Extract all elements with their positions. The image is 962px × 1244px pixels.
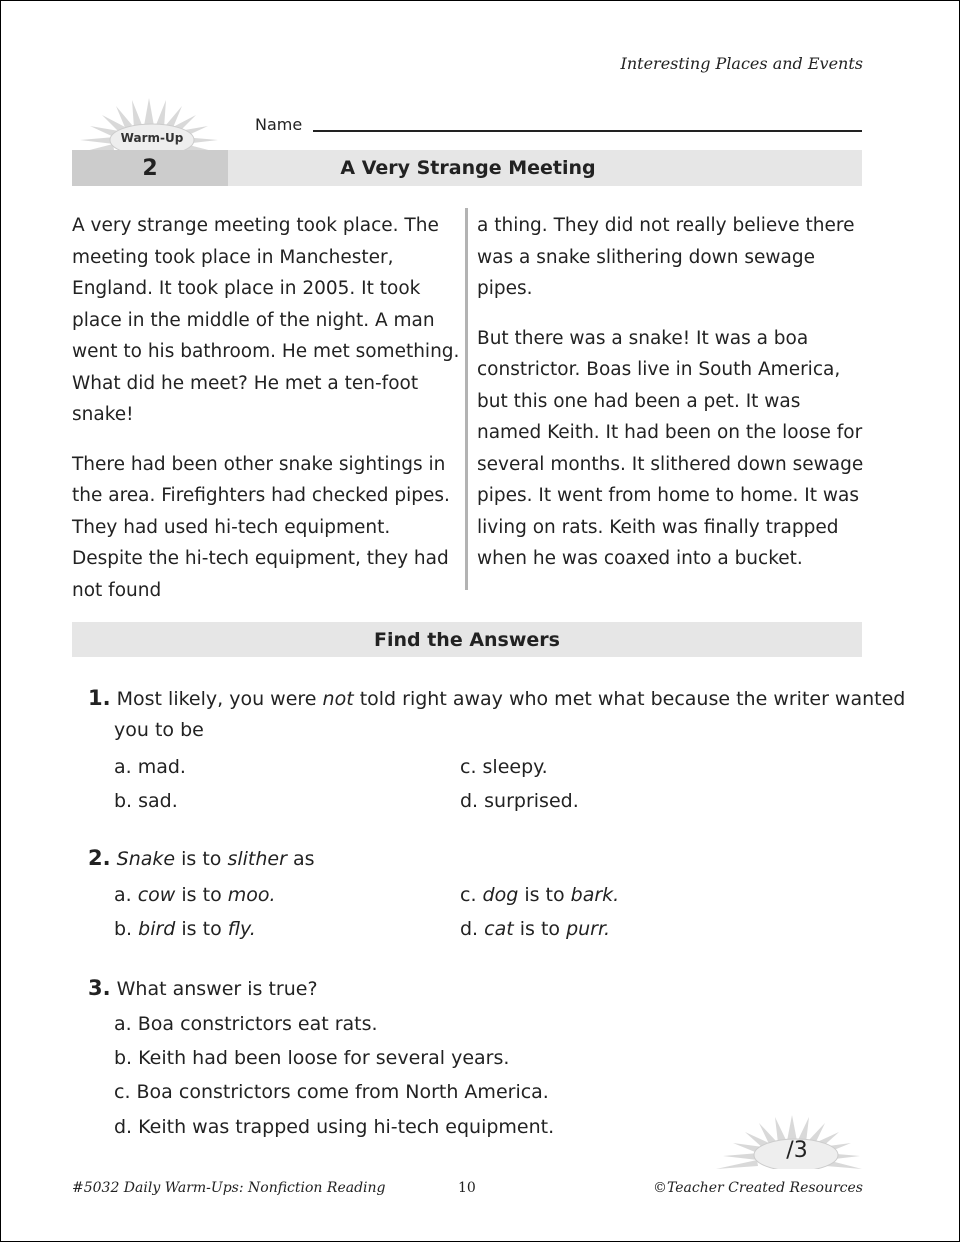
question-2 bbox=[88, 846, 315, 870]
option-word: bark. bbox=[570, 884, 620, 906]
answer-option[interactable] bbox=[460, 918, 610, 940]
article-title: A Very Strange Meeting bbox=[340, 157, 596, 179]
answer-option[interactable]: b. sad. bbox=[114, 790, 178, 812]
footer-book-title: #5032 Daily Warm-Ups: Nonfiction Reading bbox=[72, 1180, 386, 1196]
question-emphasis: Snake bbox=[116, 848, 176, 870]
warmup-number: 2 bbox=[72, 150, 228, 186]
question-text: is to bbox=[175, 848, 228, 870]
question-text: told right away who met what because the writer wanted bbox=[353, 688, 906, 710]
option-letter: c. bbox=[460, 884, 483, 906]
page-number: 10 bbox=[458, 1180, 476, 1196]
find-answers-heading: Find the Answers bbox=[72, 622, 862, 657]
answer-option[interactable]: d. surprised. bbox=[460, 790, 579, 812]
name-label: Name bbox=[255, 115, 303, 134]
question-number: 2. bbox=[88, 846, 111, 870]
option-word: bird bbox=[138, 918, 176, 940]
question-number: 1. bbox=[88, 686, 111, 710]
column-divider bbox=[465, 208, 468, 590]
option-word: cat bbox=[484, 918, 514, 940]
option-word: cow bbox=[137, 884, 176, 906]
answer-option[interactable] bbox=[114, 918, 256, 940]
question-text: Most likely, you were bbox=[116, 688, 323, 710]
book-section-header: Interesting Places and Events bbox=[620, 54, 863, 73]
paragraph: There had been other snake sightings in the area. Firefighters had checked pipes. They had used hi-tech equipment. Despite the hi-tech equipment, they had not found bbox=[72, 453, 450, 601]
answer-option[interactable]: a. Boa constrictors eat rats. bbox=[114, 1013, 378, 1035]
option-word: dog bbox=[482, 884, 519, 906]
score-label: /3 bbox=[786, 1138, 808, 1163]
answer-option[interactable]: b. Keith had been loose for several years. bbox=[114, 1047, 510, 1069]
option-text: is to bbox=[175, 884, 228, 906]
option-letter: b. bbox=[114, 918, 139, 940]
warmup-sunburst-icon bbox=[74, 98, 224, 154]
question-text: What answer is true? bbox=[116, 978, 318, 1000]
answer-option[interactable]: c. Boa constrictors come from North America. bbox=[114, 1081, 549, 1103]
question-emphasis: not bbox=[322, 688, 354, 710]
option-text: is to bbox=[518, 884, 571, 906]
paragraph: But there was a snake! It was a boa constrictor. Boas live in South America, but this one had been a pet. It was named Keith. It had been on the loose for several months. It slithered down sewage pipes. It went from home to home. It was living on rats. Keith was finally trapped when he was coaxed into a bucket. bbox=[477, 327, 864, 569]
footer-copyright: ©Teacher Created Resources bbox=[653, 1180, 863, 1196]
option-text: is to bbox=[513, 918, 567, 940]
question-number: 3. bbox=[88, 976, 111, 1000]
option-letter: a. bbox=[114, 884, 138, 906]
question-text: as bbox=[286, 848, 315, 870]
question-1 bbox=[88, 686, 905, 710]
question-text-continued: you to be bbox=[114, 719, 204, 741]
question-3 bbox=[88, 976, 318, 1000]
article-right-column bbox=[477, 210, 867, 593]
option-word: purr. bbox=[566, 918, 611, 940]
article-left-column bbox=[72, 210, 460, 624]
option-letter: d. bbox=[460, 918, 485, 940]
warmup-label: Warm-Up bbox=[120, 131, 184, 145]
option-word: moo. bbox=[227, 884, 276, 906]
question-emphasis: slither bbox=[227, 848, 287, 870]
answer-option[interactable] bbox=[114, 884, 276, 906]
name-input-line[interactable] bbox=[313, 130, 862, 132]
answer-option[interactable]: d. Keith was trapped using hi-tech equipment. bbox=[114, 1116, 555, 1138]
paragraph: A very strange meeting took place. The meeting took place in Manchester, England. It took place in 2005. It took place in the middle of the night. A man went to his bathroom. He met something. What did he meet? He met a ten-foot snake! bbox=[72, 215, 460, 425]
answer-option[interactable]: a. mad. bbox=[114, 756, 186, 778]
paragraph: a thing. They did not really believe there was a snake slithering down sewage pipes. bbox=[477, 215, 855, 299]
answer-option[interactable] bbox=[460, 884, 619, 906]
option-word: fly. bbox=[227, 918, 256, 940]
answer-option[interactable]: c. sleepy. bbox=[460, 756, 548, 778]
option-text: is to bbox=[175, 918, 228, 940]
